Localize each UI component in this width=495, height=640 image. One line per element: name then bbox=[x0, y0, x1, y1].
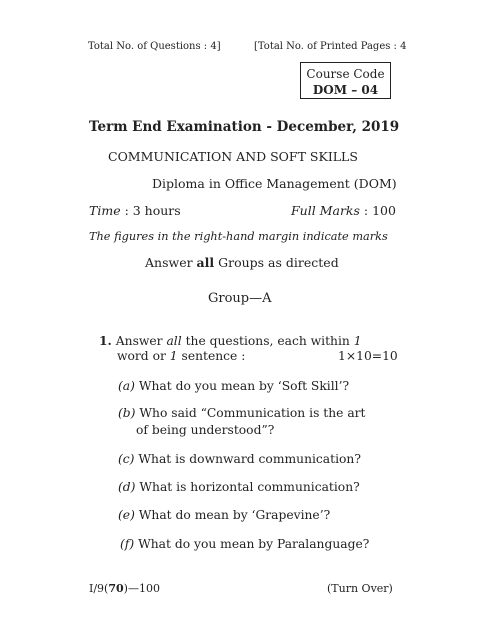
header-total-pages: [Total No. of Printed Pages : 4 bbox=[254, 41, 407, 52]
instruction bbox=[145, 255, 339, 270]
item-a-label: (a) bbox=[118, 379, 135, 393]
footer-code-pre: I/9( bbox=[89, 582, 109, 595]
item-b-text: Who said “Communication is the art bbox=[139, 406, 366, 420]
question-1-line2 bbox=[117, 349, 245, 363]
instruction-pre: Answer bbox=[145, 255, 197, 270]
footer-code bbox=[89, 582, 160, 595]
item-e-label: (e) bbox=[118, 508, 135, 522]
item-e-text: What do mean by ‘Grapevine’? bbox=[138, 508, 331, 522]
question-1-line1 bbox=[99, 333, 362, 348]
program-title: Diploma in Office Management (DOM) bbox=[152, 176, 397, 191]
q-line1-italic: all bbox=[166, 334, 182, 348]
item-a bbox=[118, 379, 349, 393]
subject-title: COMMUNICATION AND SOFT SKILLS bbox=[108, 149, 358, 164]
question-marks: 1×10=10 bbox=[338, 349, 398, 363]
item-b bbox=[118, 406, 365, 420]
exam-title: Term End Examination - December, 2019 bbox=[89, 119, 400, 135]
item-c-text: What is downward communication? bbox=[138, 452, 361, 466]
full-marks-value: : 100 bbox=[359, 203, 396, 218]
item-f bbox=[120, 537, 369, 551]
q-line1-mid: the questions, each within bbox=[181, 334, 354, 348]
item-d-label: (d) bbox=[118, 480, 136, 494]
turn-over: (Turn Over) bbox=[327, 582, 393, 595]
q-line1-num: 1 bbox=[353, 334, 362, 348]
course-code-value: DOM – 04 bbox=[312, 83, 379, 97]
item-b-label: (b) bbox=[118, 406, 136, 420]
q-line2-pre: word or bbox=[117, 349, 170, 363]
item-f-text: What do you mean by Paralanguage? bbox=[138, 537, 370, 551]
item-e bbox=[118, 508, 330, 522]
time-value: : 3 hours bbox=[120, 203, 181, 218]
header-total-questions: Total No. of Questions : 4] bbox=[88, 41, 221, 52]
instruction-bold: all bbox=[196, 255, 215, 270]
course-code-label: Course Code bbox=[306, 67, 385, 81]
question-number: 1. bbox=[99, 333, 112, 348]
time-label: Time bbox=[89, 203, 121, 218]
item-a-text: What do you mean by ‘Soft Skill’? bbox=[138, 379, 350, 393]
instruction-post: Groups as directed bbox=[214, 255, 339, 270]
group-heading: Group—A bbox=[208, 291, 272, 306]
item-f-label: (f) bbox=[120, 537, 135, 551]
course-code-box bbox=[300, 62, 391, 99]
marks-line bbox=[291, 203, 396, 218]
time-line bbox=[89, 203, 181, 218]
full-marks-label: Full Marks bbox=[291, 203, 360, 218]
item-c-label: (c) bbox=[118, 452, 135, 466]
q-line1-pre: Answer bbox=[115, 334, 167, 348]
q-line2-num: 1 bbox=[169, 349, 178, 363]
item-d-text: What is horizontal communication? bbox=[139, 480, 360, 494]
item-b-text-2: of being understood”? bbox=[136, 423, 275, 437]
item-d bbox=[118, 480, 360, 494]
margin-note: The figures in the right-hand margin indicate marks bbox=[89, 230, 388, 243]
footer-code-bold: 70 bbox=[108, 582, 124, 595]
item-c bbox=[118, 452, 361, 466]
q-line2-post: sentence : bbox=[177, 349, 246, 363]
footer-code-post: )—100 bbox=[123, 582, 160, 595]
